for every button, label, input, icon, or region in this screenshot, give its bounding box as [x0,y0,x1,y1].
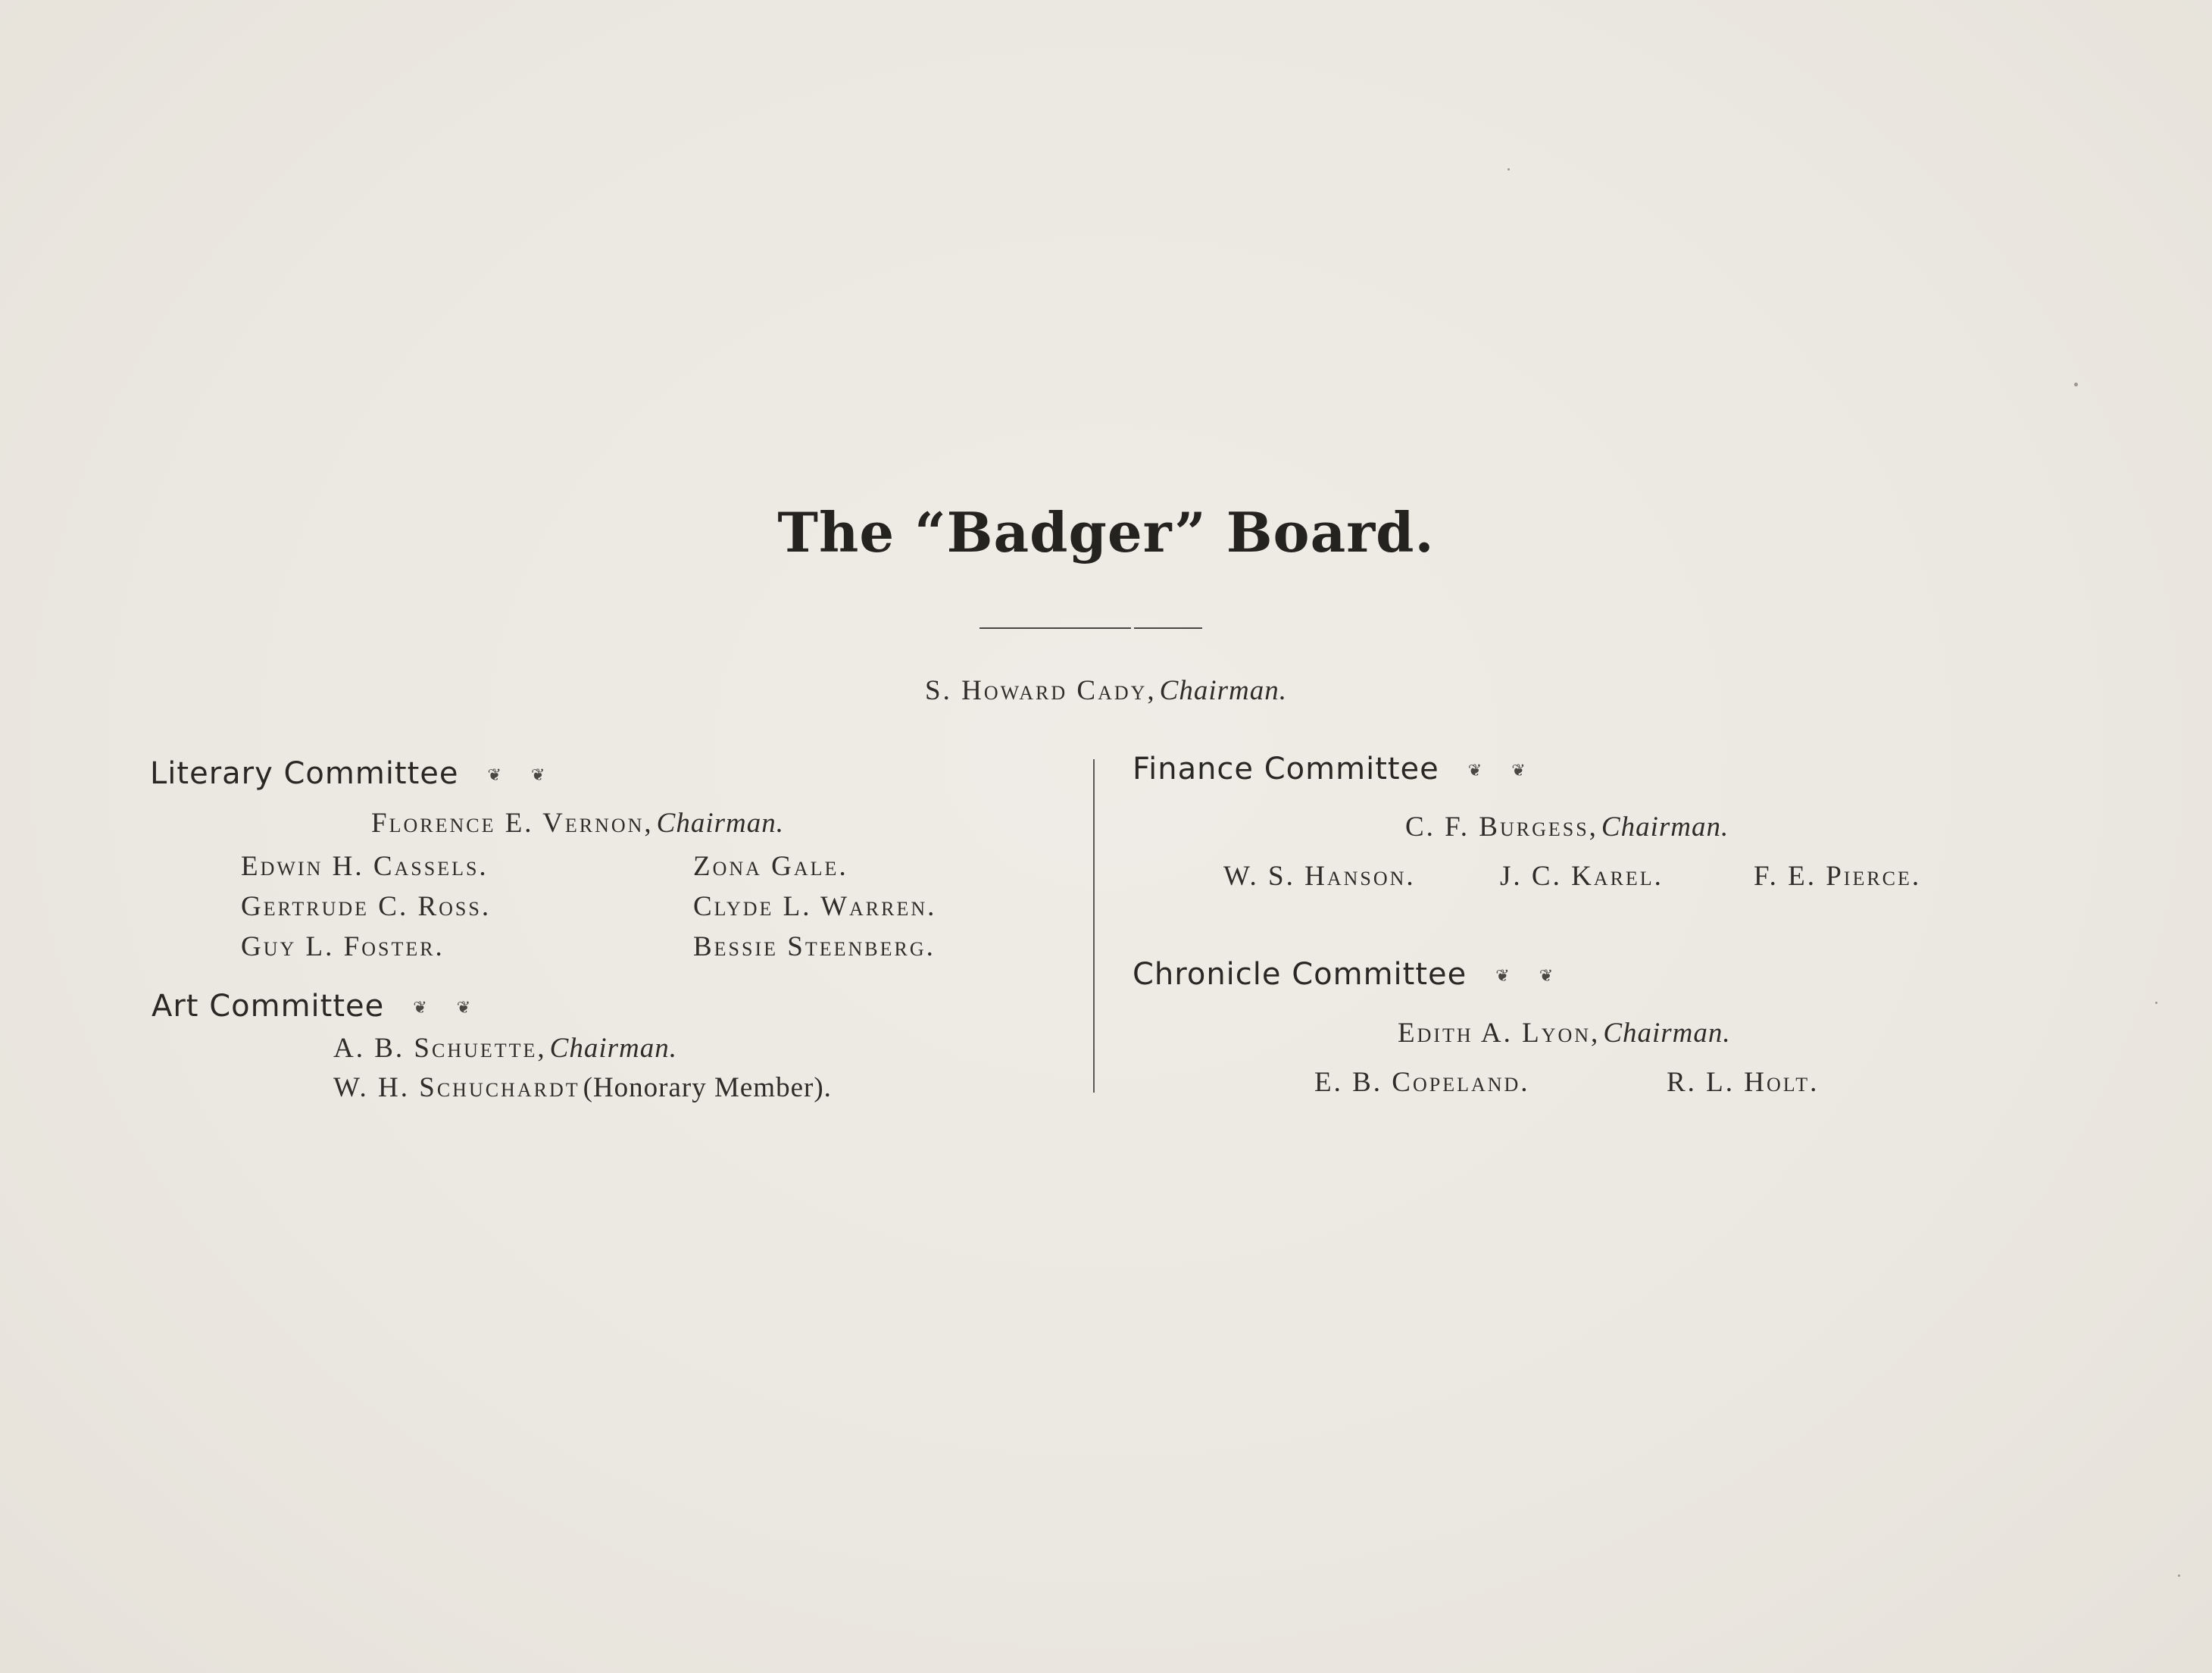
list-item: Bessie Steenberg. [693,931,936,962]
art-heading-label: Art Committee [152,989,385,1024]
list-item: F. E. Pierce. [1754,861,1922,892]
column-divider [1093,759,1095,1093]
chronicle-chairman-role: Chairman. [1603,1018,1731,1049]
chronicle-heading-label: Chronicle Committee [1133,957,1467,992]
board-chairman-name: S. Howard Cady, [925,675,1157,706]
chronicle-chairman-name: Edith A. Lyon, [1398,1018,1601,1049]
list-item: Gertrude C. Ross. [241,891,492,922]
art-chairman-name: A. B. Schuette, [333,1033,547,1064]
chronicle-chairman-line [1398,1017,1731,1049]
art-chairman-line [333,1032,677,1065]
art-member-note: (Honorary Member). [583,1072,832,1103]
board-chairman-line [0,674,2212,707]
board-chairman-role: Chairman. [1159,675,1287,706]
ornament-icon: ❦ [530,765,546,785]
finance-chairman-name: C. F. Burgess, [1405,811,1598,843]
literary-chairman-role: Chairman. [656,808,784,839]
ornament-icon: ❦ [456,998,472,1018]
paper-speck [2178,1574,2180,1577]
list-item: Zona Gale. [693,851,848,882]
literary-heading-label: Literary Committee [150,756,459,791]
title-rule-right [1134,627,1202,629]
page-title: The “Badger” Board. [777,500,1435,564]
art-committee-heading [152,989,471,1024]
ornament-icon: ❦ [1467,761,1483,780]
finance-heading-label: Finance Committee [1133,752,1439,786]
list-item: R. L. Holt. [1667,1067,1820,1098]
literary-chairman-name: Florence E. Vernon, [371,808,654,839]
art-member-name: W. H. Schuchardt [333,1072,580,1103]
list-item: E. B. Copeland. [1314,1067,1530,1098]
paper-speck [1507,168,1510,170]
finance-chairman-role: Chairman. [1601,811,1729,843]
chronicle-committee-heading [1133,957,1554,992]
finance-committee-heading [1133,752,1526,786]
ornament-icon: ❦ [1539,966,1554,986]
art-member-line [333,1071,832,1104]
paper-speck [2155,1002,2157,1004]
list-item: Edwin H. Cassels. [241,851,489,882]
list-item: J. C. Karel. [1500,861,1664,892]
literary-committee-heading [150,756,545,791]
ornament-icon: ❦ [1511,761,1526,780]
literary-chairman-line [371,807,784,840]
paper-speck [2074,383,2078,386]
list-item: W. S. Hanson. [1223,861,1416,892]
art-chairman-role: Chairman. [549,1033,677,1064]
list-item: Guy L. Foster. [241,931,445,962]
finance-chairman-line [1405,811,1729,843]
list-item: Clyde L. Warren. [693,891,937,922]
ornament-icon: ❦ [487,765,502,785]
ornament-icon: ❦ [1495,966,1511,986]
ornament-icon: ❦ [413,998,428,1018]
title-rule-left [979,627,1131,629]
